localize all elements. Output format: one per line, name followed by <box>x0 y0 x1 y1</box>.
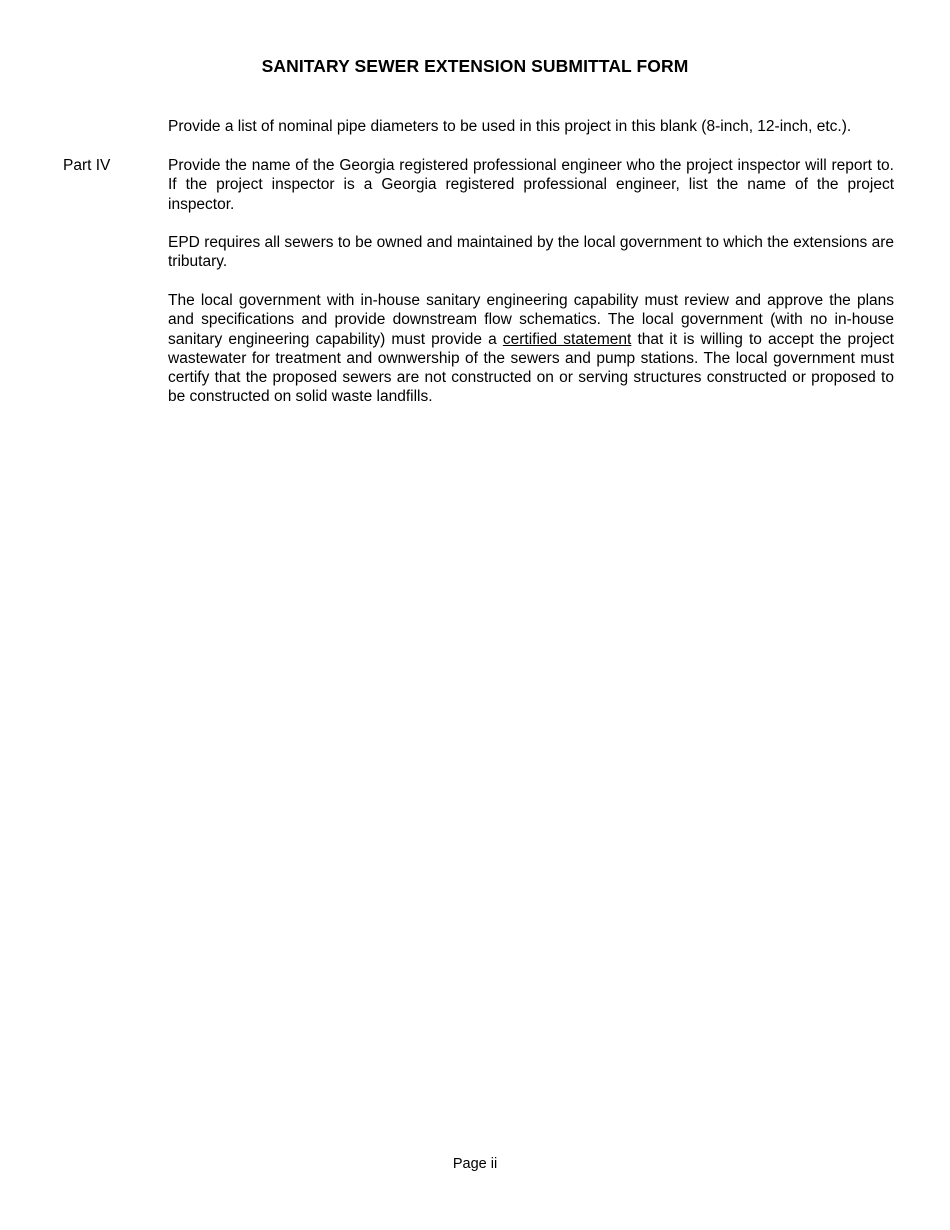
certified-statement-text: certified statement <box>502 330 632 348</box>
page-title: SANITARY SEWER EXTENSION SUBMITTAL FORM <box>261 56 689 76</box>
ownership-paragraph: EPD requires all sewers to be owned and maintained by the local government to which the extensions are tributary. <box>168 234 894 271</box>
pipe-diameters-instruction: Provide a list of nominal pipe diameters to be used in this project in this blank (8-inch, 12-inch, etc.). <box>168 118 852 135</box>
local-government-text-start: The local government with in-house sanitary engineering capability must review and approve the plans and specifications and provide downstream flow schematics. The local government (with no in-house sanitary engineering capability) must provide a <box>168 292 894 348</box>
engineer-paragraph: Provide the name of the Georgia registered professional engineer who the project inspector will report to. If the project inspector is a Georgia registered professional engineer, list the name of the project inspector. <box>168 157 894 213</box>
local-government-paragraph <box>168 291 894 407</box>
local-government-text-end: that it is willing to accept the project wastewater for treatment and ownwership of the sewers and pump stations. The local government must certify that the proposed sewers are not constructed on or serving structures constructed or proposed to be constructed on solid waste landfills. <box>168 330 894 406</box>
part-iv-label: Part IV <box>63 157 111 174</box>
page-number: Page ii <box>452 1156 498 1172</box>
